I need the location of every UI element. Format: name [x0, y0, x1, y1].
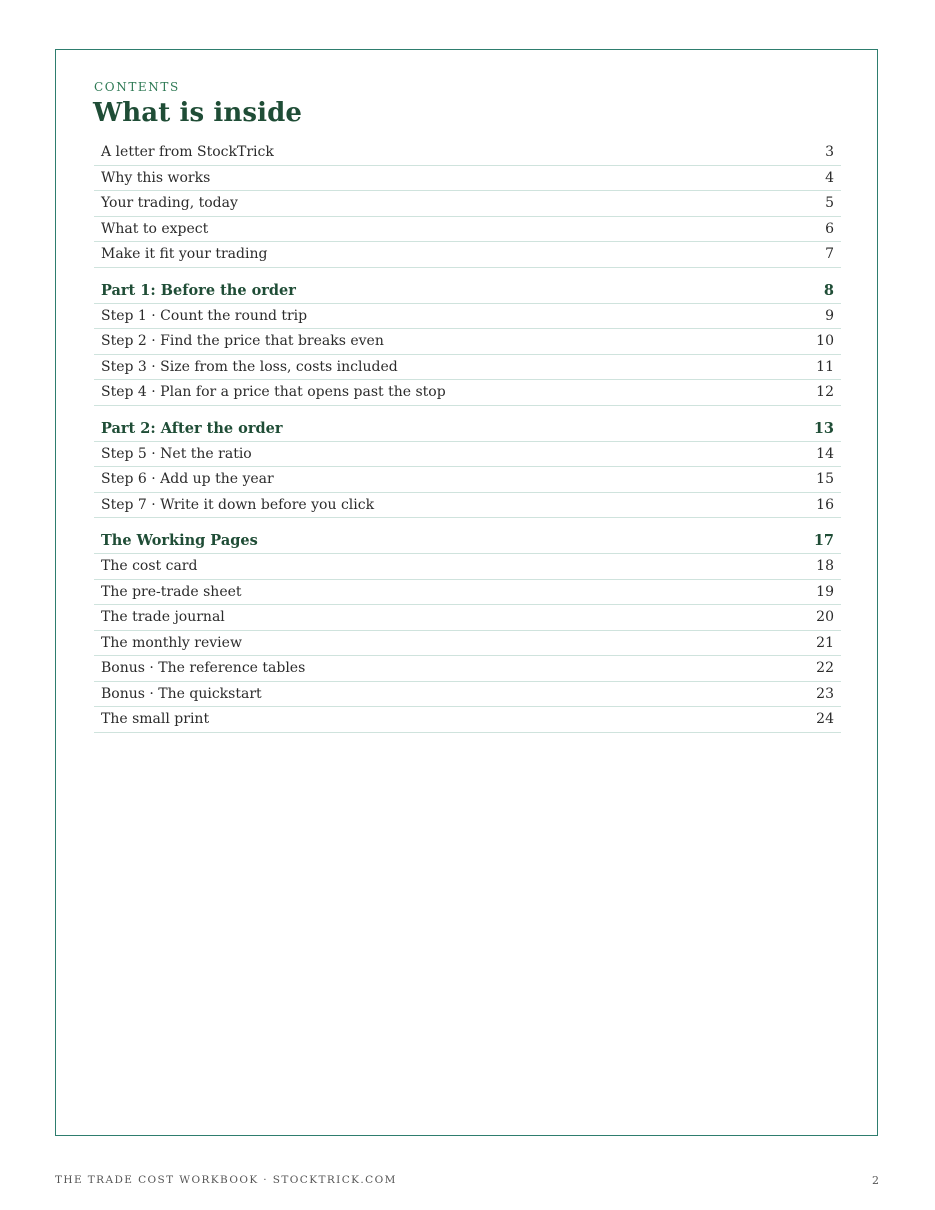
toc-entry-page: 15: [816, 471, 834, 488]
toc-entry-page: 18: [816, 558, 834, 575]
toc-entry[interactable]: [94, 442, 841, 468]
toc-entry[interactable]: [94, 580, 841, 606]
toc-entry[interactable]: [94, 166, 841, 192]
toc-entry-label: Step 7 · Write it down before you click: [101, 496, 375, 513]
toc-entry[interactable]: [94, 304, 841, 330]
toc-entry[interactable]: [94, 380, 841, 406]
toc-entry[interactable]: [94, 631, 841, 657]
toc-entry-label: Why this works: [101, 169, 211, 186]
toc-entry-page: 11: [816, 358, 834, 375]
toc-entry[interactable]: [94, 140, 841, 166]
toc-part-page: 17: [813, 532, 834, 549]
toc-entry[interactable]: [94, 191, 841, 217]
toc-entry-label: A letter from StockTrick: [101, 144, 274, 161]
toc-entry-label: Bonus · The reference tables: [101, 660, 306, 677]
toc-entry-page: 9: [825, 307, 834, 324]
toc-entry-page: 5: [825, 195, 834, 212]
toc-entry-page: 21: [816, 634, 834, 651]
toc-entry-page: 20: [816, 609, 834, 626]
footer-page-number: 2: [872, 1174, 879, 1187]
toc-entry[interactable]: [94, 682, 841, 708]
section-eyebrow: CONTENTS: [94, 80, 180, 94]
toc-part-page: 13: [813, 419, 834, 437]
toc-entry-label: The trade journal: [101, 609, 225, 626]
toc-entry-label: Step 3 · Size from the loss, costs included: [101, 358, 398, 375]
toc-entry-label: What to expect: [101, 220, 209, 237]
toc-part-label: The Working Pages: [101, 532, 258, 549]
toc-entry[interactable]: [94, 217, 841, 243]
toc-entry-label: Make it fit your trading: [101, 246, 268, 263]
footer-running-title: THE TRADE COST WORKBOOK · STOCKTRICK.COM: [55, 1174, 397, 1186]
toc-entry-page: 7: [825, 246, 834, 263]
toc-entry-page: 12: [816, 384, 834, 401]
toc-entry-label: The pre-trade sheet: [101, 583, 242, 600]
toc-part-heading[interactable]: [94, 268, 841, 304]
toc-entry-page: 23: [816, 685, 834, 702]
toc-entry[interactable]: [94, 467, 841, 493]
toc-entry-label: Step 1 · Count the round trip: [101, 307, 308, 324]
toc-entry-page: 6: [825, 220, 834, 237]
toc-part-page: 8: [823, 281, 834, 299]
toc-entry[interactable]: [94, 493, 841, 519]
toc-entry-page: 22: [816, 660, 834, 677]
toc-entry[interactable]: [94, 329, 841, 355]
toc-entry-page: 4: [825, 169, 834, 186]
toc-entry[interactable]: [94, 656, 841, 682]
page-title: What is inside: [93, 98, 302, 128]
toc-entry[interactable]: [94, 707, 841, 733]
table-of-contents: [94, 140, 841, 733]
toc-entry-page: 3: [825, 144, 834, 161]
page-frame: [55, 49, 878, 1136]
toc-part-label: Part 2: After the order: [101, 419, 283, 437]
toc-part-heading[interactable]: [94, 406, 841, 442]
toc-entry-label: Step 2 · Find the price that breaks even: [101, 333, 384, 350]
toc-entry[interactable]: [94, 242, 841, 268]
toc-entry-page: 10: [816, 333, 834, 350]
toc-entry-label: Step 5 · Net the ratio: [101, 445, 252, 462]
toc-entry-label: The small print: [101, 711, 210, 728]
toc-entry-label: Step 6 · Add up the year: [101, 471, 274, 488]
toc-entry[interactable]: [94, 554, 841, 580]
toc-entry-page: 14: [816, 445, 834, 462]
toc-entry-label: Step 4 · Plan for a price that opens past the stop: [101, 384, 446, 401]
toc-entry[interactable]: [94, 355, 841, 381]
toc-entry-label: Your trading, today: [101, 195, 238, 212]
toc-part-label: Part 1: Before the order: [101, 281, 296, 299]
toc-entry[interactable]: [94, 605, 841, 631]
toc-entry-page: 24: [816, 711, 834, 728]
toc-entry-page: 19: [816, 583, 834, 600]
toc-entry-label: The cost card: [101, 558, 198, 575]
toc-entry-page: 16: [816, 496, 834, 513]
toc-entry-label: The monthly review: [101, 634, 242, 651]
toc-part-heading[interactable]: [94, 518, 841, 554]
toc-entry-label: Bonus · The quickstart: [101, 685, 262, 702]
